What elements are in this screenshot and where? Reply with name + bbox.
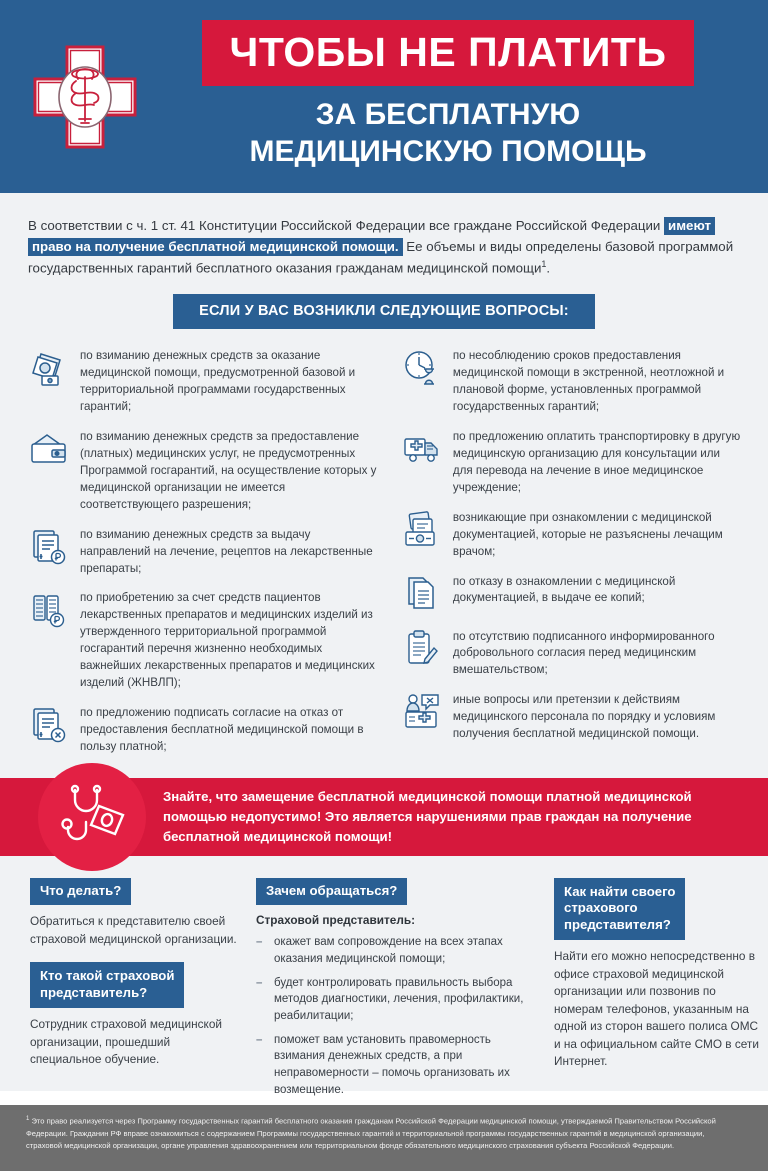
header-title-group bbox=[154, 20, 742, 172]
intro-highlight: имеют право на получение бесплатной медицинской помощи. bbox=[28, 217, 715, 256]
bottom-column-why-contact bbox=[256, 878, 528, 1106]
questions-column-right bbox=[393, 347, 742, 767]
list-item bbox=[256, 1032, 528, 1099]
footnote-marker: 1 bbox=[541, 259, 547, 269]
prescription-ruble-icon bbox=[28, 527, 70, 569]
questions-banner: ЕСЛИ У ВАС ВОЗНИКЛИ СЛЕДУЮЩИЕ ВОПРОСЫ: bbox=[173, 294, 595, 329]
intro-text-part2: Ее объемы и виды определены базовой программой государственных гарантий бесплатного оказания гражданам медицинской помощи bbox=[28, 239, 734, 276]
list-item-text: окажет вам сопровождение на всех этапах оказания медицинской помощи; bbox=[274, 936, 503, 965]
list-item bbox=[28, 589, 377, 692]
footnote-text: Это право реализуется через Программу государственных гарантий бесплатного оказания гражданам Российской Федерации медицинской помощи, утверждаемой Правительством Российской Федерации. Гражданин РФ вправе ознакомиться с содержанием Программы государственных гарантий и территориальной программы государственных гарантий в медицинской организации, страховой медицинской организации, органе управления здравоохранением или территориальном фонде обязательного медицинского страхования субъекта Российской Федерации. bbox=[26, 1116, 716, 1151]
intro-text-part1: В соответствии с ч. 1 ст. 41 Конституции Российской Федерации все граждане Российской Федерации bbox=[28, 218, 665, 233]
tag-line-1: Как найти своего bbox=[564, 883, 676, 899]
list-item bbox=[28, 704, 377, 756]
bottom-column-how-to-find bbox=[554, 878, 762, 1106]
dash-marker: – bbox=[256, 936, 263, 949]
list-item bbox=[401, 347, 742, 416]
footnote-marker: 1 bbox=[26, 1116, 30, 1123]
page-title-main: ЧТОБЫ НЕ ПЛАТИТЬ bbox=[202, 20, 695, 86]
stethoscope-money-icon bbox=[38, 763, 146, 871]
dash-marker: – bbox=[256, 1033, 263, 1046]
list-item-text: по несоблюдению сроков предоставления медицинской помощи в экстренной, неотложной и плановой форме, установленных программой государственных гарантий; bbox=[452, 349, 725, 414]
tag-line-2: страхового bbox=[564, 900, 638, 916]
bottom-column-what-to-do bbox=[30, 878, 242, 1106]
warning-banner bbox=[0, 778, 768, 856]
tag-line-1: Кто такой страховой bbox=[40, 968, 175, 984]
spacer bbox=[30, 948, 242, 962]
tag-why-contact: Зачем обращаться? bbox=[256, 878, 407, 906]
list-item-text: по предложению подписать согласие на отказ от предоставления бесплатной медицинской помощи в пользу платной; bbox=[80, 706, 364, 753]
footnote-section bbox=[0, 1105, 768, 1171]
list-item bbox=[28, 347, 377, 416]
list-item-text: по отсутствию подписанного информированного добровольного согласия перед медицинским вмешательством; bbox=[452, 629, 715, 677]
list-item bbox=[256, 934, 528, 967]
what-to-do-text: Обратиться к представителю своей страховой медицинской организации. bbox=[30, 914, 237, 946]
list-item-text: по взиманию денежных средств за выдачу направлений на лечение, рецептов на лекарственные препараты; bbox=[80, 527, 373, 575]
list-item bbox=[28, 526, 377, 578]
questions-banner-row bbox=[28, 294, 740, 329]
tag-what-to-do: Что делать? bbox=[30, 878, 131, 906]
ambulance-icon bbox=[401, 429, 443, 471]
clock-hourglass-icon bbox=[401, 348, 443, 390]
list-item-text: поможет вам установить правомерность взимания денежных средств, а при неправомерности – помочь организовать их возмещение. bbox=[274, 1033, 510, 1096]
document-copy-icon bbox=[401, 574, 443, 616]
why-contact-list bbox=[256, 934, 528, 1098]
why-contact-subhead: Страховой представитель: bbox=[256, 913, 416, 928]
list-item-text: будет контролировать правильность выбора методов диагностики, лечения, профилактики, реабилитации; bbox=[274, 976, 524, 1022]
complaint-desk-icon bbox=[401, 692, 443, 734]
page-title-sub-1: ЗА БЕСПЛАТНУЮ bbox=[315, 98, 581, 132]
document-refuse-icon bbox=[28, 705, 70, 747]
pills-ruble-icon bbox=[28, 590, 70, 632]
how-to-find-text: Найти его можно непосредственно в офисе страховой медицинской организации или позвонив по номерам телефонов, указанным на одной из сторон вашего полиса ОМС и на официальном сайте СМО в сети Интернет. bbox=[554, 949, 759, 1068]
warning-banner-text: Знайте, что замещение бесплатной медицинской помощи платной медицинской помощью недопустимо! Это является нарушениями прав граждан на получение бесплатной медицинской помощи! bbox=[163, 788, 692, 844]
tag-how-to-find-representative bbox=[554, 878, 685, 941]
medical-cross-caduceus-logo bbox=[26, 38, 144, 156]
poster-header bbox=[0, 0, 768, 193]
tag-line-2: представитель? bbox=[40, 984, 148, 1000]
questions-column-left bbox=[28, 347, 377, 767]
questions-columns bbox=[0, 329, 768, 767]
banknotes-money-icon bbox=[28, 348, 70, 390]
list-item bbox=[401, 509, 742, 561]
list-item bbox=[401, 691, 742, 743]
list-item-text: по взиманию денежных средств за оказание медицинской помощи, предусмотренной базовой и территориальной программами государственных гарантий; bbox=[80, 349, 356, 414]
list-item-text: по приобретению за счет средств пациентов лекарственных препаратов и медицинских изделий из утвержденного территориальной программой госгарантий перечня жизненно необходимых важнейших лекарственных препаратов и медицинских изделий (ЖНВЛП); bbox=[80, 591, 375, 690]
tag-who-is-representative bbox=[30, 962, 184, 1008]
list-item-text: возникающие при ознакомлении с медицинской документацией, которые не разъяснены лечащим врачом; bbox=[452, 510, 723, 558]
clipboard-signature-icon bbox=[401, 629, 443, 671]
intro-section bbox=[0, 193, 768, 329]
page-title-sub-2: МЕДИЦИНСКУЮ ПОМОЩЬ bbox=[249, 135, 647, 168]
list-item bbox=[401, 428, 742, 497]
dash-marker: – bbox=[256, 976, 263, 989]
intro-text-part3: . bbox=[546, 260, 551, 276]
wallet-icon bbox=[28, 429, 70, 471]
list-item bbox=[401, 628, 742, 680]
intro-paragraph bbox=[28, 215, 740, 278]
list-item bbox=[256, 975, 528, 1025]
list-item-text: по предложению оплатить транспортировку в другую медицинскую организацию для консультации или для перевода на лечение в иное медицинское учреждение; bbox=[452, 430, 741, 494]
who-is-representative-text: Сотрудник страховой медицинской организации, прошедший специальное обучение. bbox=[30, 1017, 222, 1067]
list-item-text: по взиманию денежных средств за предоставление (платных) медицинских услуг, не предусмотренных Программой госгарантий, на осуществление которых у медицинской организации не имеется соответствующего разрешения; bbox=[80, 430, 377, 511]
list-item bbox=[401, 573, 742, 616]
list-item bbox=[28, 428, 377, 514]
tag-line-3: представителя? bbox=[564, 916, 671, 932]
list-item-text: по отказу в ознакомлении с медицинской документацией, в выдаче ее копий; bbox=[452, 574, 676, 605]
list-item-text: иные вопросы или претензии к действиям медицинского персонала по порядку и условиям получения бесплатной медицинской помощи. bbox=[452, 693, 716, 741]
bottom-sections bbox=[0, 856, 768, 1106]
medical-records-icon bbox=[401, 510, 443, 552]
